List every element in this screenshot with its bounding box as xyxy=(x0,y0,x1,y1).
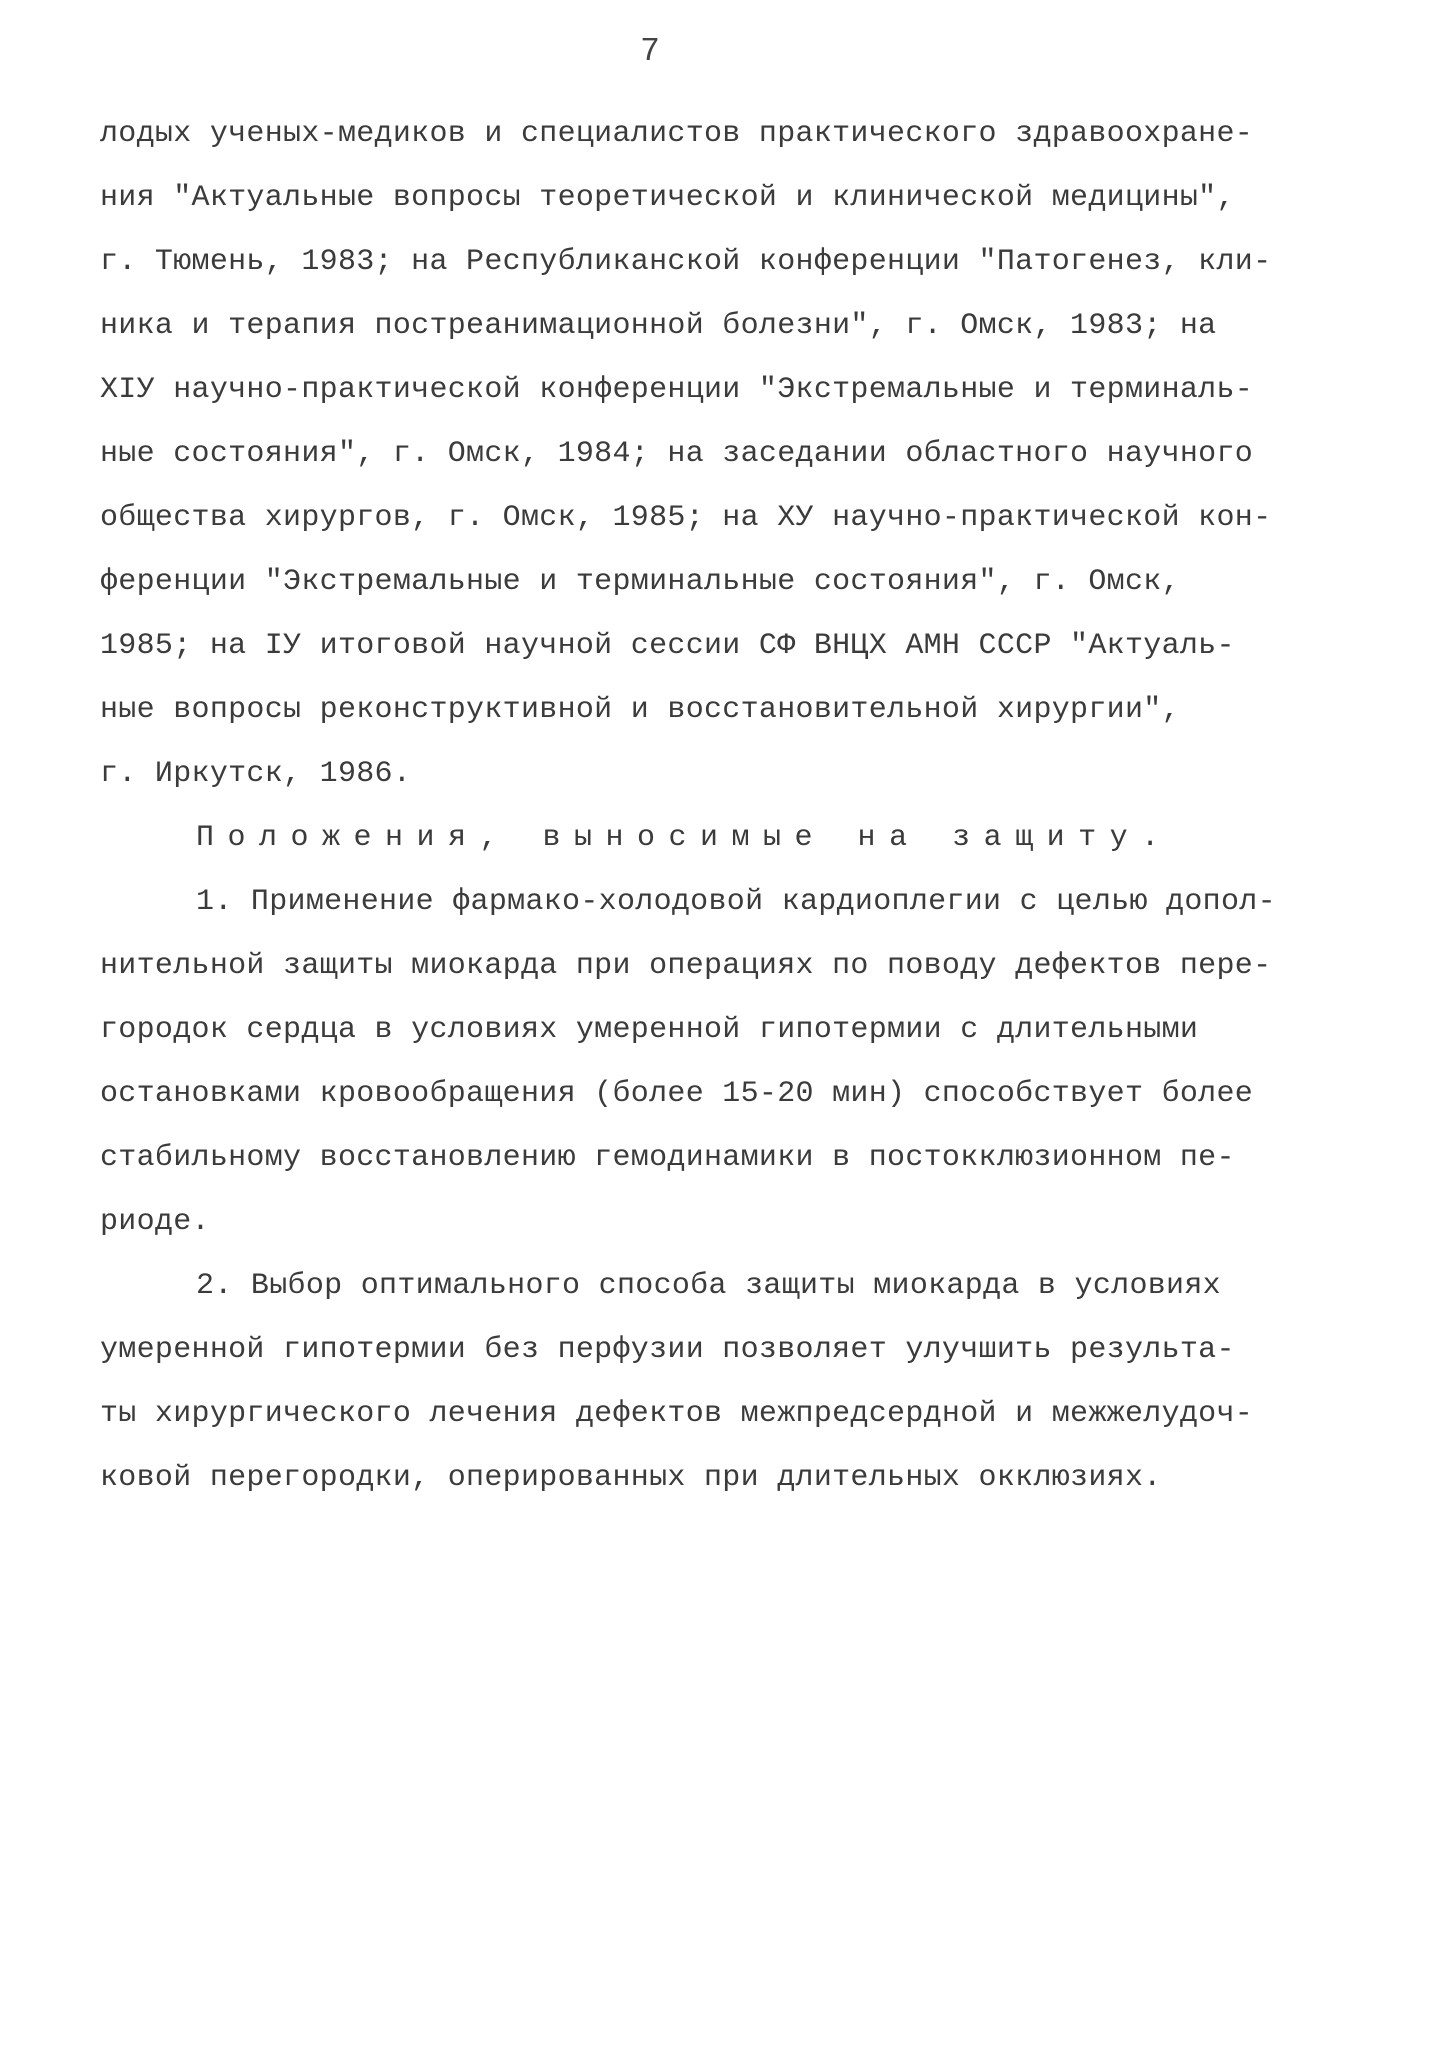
point-1-line: 1. Применение фармако-холодовой кардиоплегии с целью допол- xyxy=(196,885,1276,919)
body-line: г. Иркутск, 1986. xyxy=(100,757,412,791)
point-2-line: ты хирургического лечения дефектов межпредсердной и межжелудоч- xyxy=(100,1397,1254,1431)
body-line: 1985; на IУ итоговой научной сессии СФ ВНЦХ АМН СССР "Актуаль- xyxy=(100,629,1235,663)
section-heading: Положения, выносимые на защиту. xyxy=(196,821,1173,855)
body-line: ника и терапия постреанимационной болезни", г. Омск, 1983; на xyxy=(100,309,1217,343)
body-line: лодых ученых-медиков и специалистов практического здравоохране- xyxy=(100,117,1254,151)
body-line: ные состояния", г. Омск, 1984; на заседании областного научного xyxy=(100,437,1254,471)
body-line: ные вопросы реконструктивной и восстановительной хирургии", xyxy=(100,693,1180,727)
point-1-line: нительной защиты миокарда при операциях по поводу дефектов пере- xyxy=(100,949,1272,983)
body-line: XIУ научно-практической конференции "Экстремальные и терминаль- xyxy=(100,373,1254,407)
point-1-line: городок сердца в условиях умеренной гипотермии с длительными xyxy=(100,1013,1199,1047)
point-2-line: умеренной гипотермии без перфузии позволяет улучшить результа- xyxy=(100,1333,1235,1367)
body-line: ференции "Экстремальные и терминальные состояния", г. Омск, xyxy=(100,565,1180,599)
body-line: общества хирургов, г. Омск, 1985; на ХУ научно-практической кон- xyxy=(100,501,1272,535)
page-number: 7 xyxy=(640,33,660,70)
point-1-line: остановками кровообращения (более 15-20 мин) способствует более xyxy=(100,1077,1254,1111)
point-2-line: 2. Выбор оптимального способа защиты миокарда в условиях xyxy=(196,1269,1221,1303)
point-1-line: риоде. xyxy=(100,1205,210,1239)
point-2-line: ковой перегородки, оперированных при длительных окклюзиях. xyxy=(100,1461,1162,1495)
body-line: г. Тюмень, 1983; на Республиканской конференции "Патогенез, кли- xyxy=(100,245,1272,279)
body-line: ния "Актуальные вопросы теоретической и клинической медицины", xyxy=(100,181,1235,215)
point-1-line: стабильному восстановлению гемодинамики в постокклюзионном пе- xyxy=(100,1141,1235,1175)
